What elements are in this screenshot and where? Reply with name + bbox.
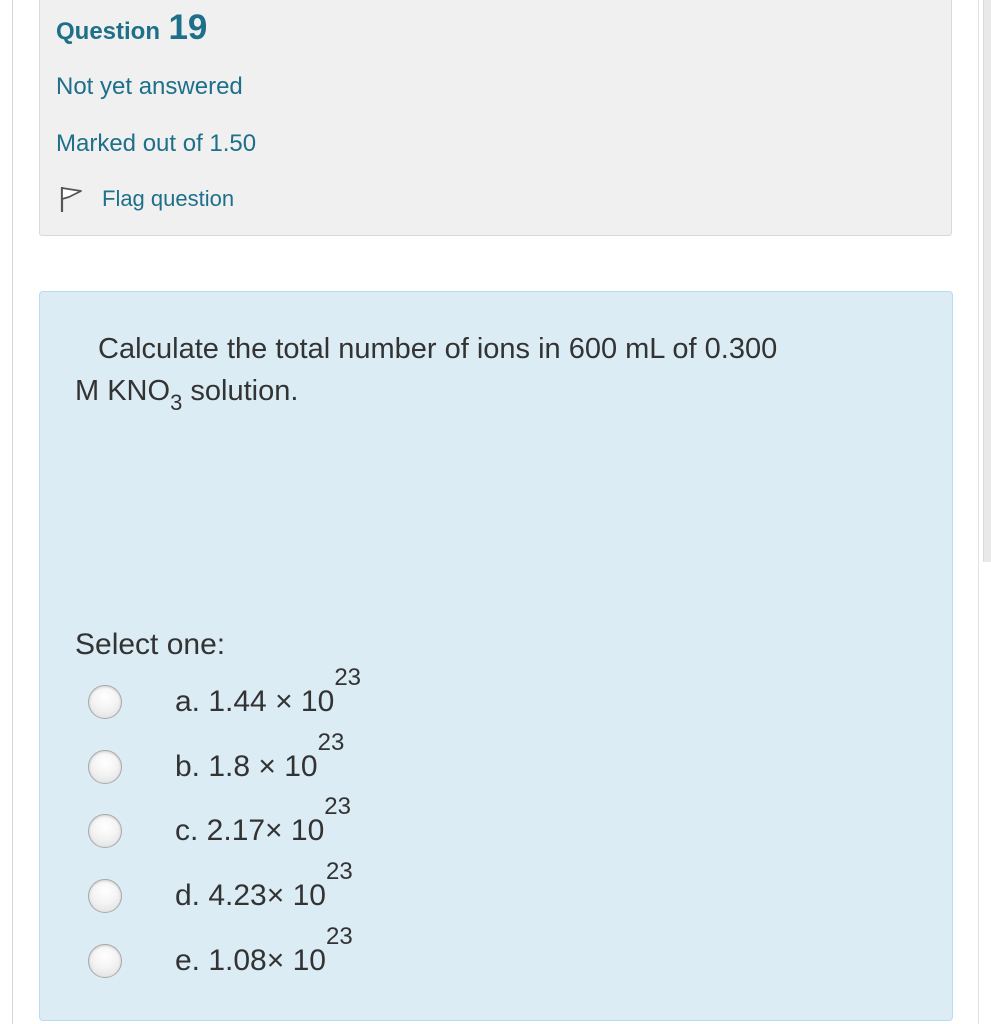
- left-divider: [12, 0, 13, 1024]
- answer-exponent-d: 23: [325, 858, 353, 885]
- answer-label-a[interactable]: [175, 664, 362, 721]
- radio-option-c[interactable]: [88, 814, 122, 848]
- radio-option-d[interactable]: [88, 879, 122, 913]
- question-word: Question: [56, 18, 161, 45]
- question-text-subscript: 3: [170, 390, 183, 415]
- answer-text-b[interactable]: b. 1.8 × 10: [175, 750, 318, 783]
- answer-option-c[interactable]: [88, 793, 488, 874]
- answer-label-d[interactable]: [175, 858, 353, 915]
- scrollbar-thumb[interactable]: [983, 0, 991, 562]
- answer-exponent-c: 23: [324, 793, 351, 820]
- answer-text-e[interactable]: e. 1.08× 10: [175, 944, 326, 977]
- question-info-panel: [39, 0, 952, 236]
- answer-exponent-e: 23: [325, 923, 353, 950]
- answer-text-d[interactable]: d. 4.23× 10: [175, 879, 326, 912]
- select-one-prompt: Select one:: [75, 628, 226, 661]
- flag-question-link[interactable]: [58, 184, 234, 214]
- question-number: 19: [168, 8, 208, 47]
- radio-option-e[interactable]: [88, 944, 122, 978]
- answer-option-b[interactable]: [88, 729, 488, 810]
- question-text-formula: M KNO: [75, 375, 171, 407]
- question-state: Not yet answered: [56, 73, 243, 100]
- question-grade: Marked out of 1.50: [56, 130, 257, 157]
- question-heading: [56, 8, 207, 48]
- answer-label-b[interactable]: [175, 729, 345, 786]
- answer-label-c[interactable]: [175, 793, 351, 850]
- answer-exponent-b: 23: [317, 729, 345, 756]
- question-text-tail: solution.: [182, 375, 299, 407]
- answer-text-c[interactable]: c. 2.17× 10: [175, 814, 325, 847]
- question-text-line1: Calculate the total number of ions in 600 mL of 0.300: [98, 333, 778, 365]
- question-content-panel: [39, 291, 953, 1021]
- scrollbar-track[interactable]: [978, 0, 979, 1024]
- question-text-line2: [75, 370, 895, 415]
- answer-label-e[interactable]: [175, 923, 353, 980]
- flag-question-label[interactable]: Flag question: [102, 186, 235, 211]
- flag-icon[interactable]: [58, 184, 84, 214]
- answer-exponent-a: 23: [334, 664, 362, 691]
- answer-text-a[interactable]: a. 1.44 × 10: [175, 685, 335, 718]
- radio-option-b[interactable]: [88, 750, 122, 784]
- answer-option-d[interactable]: [88, 858, 488, 939]
- question-text: [75, 328, 895, 415]
- answer-option-e[interactable]: [88, 923, 488, 1004]
- answer-option-a[interactable]: [88, 664, 488, 745]
- radio-option-a[interactable]: [88, 685, 122, 719]
